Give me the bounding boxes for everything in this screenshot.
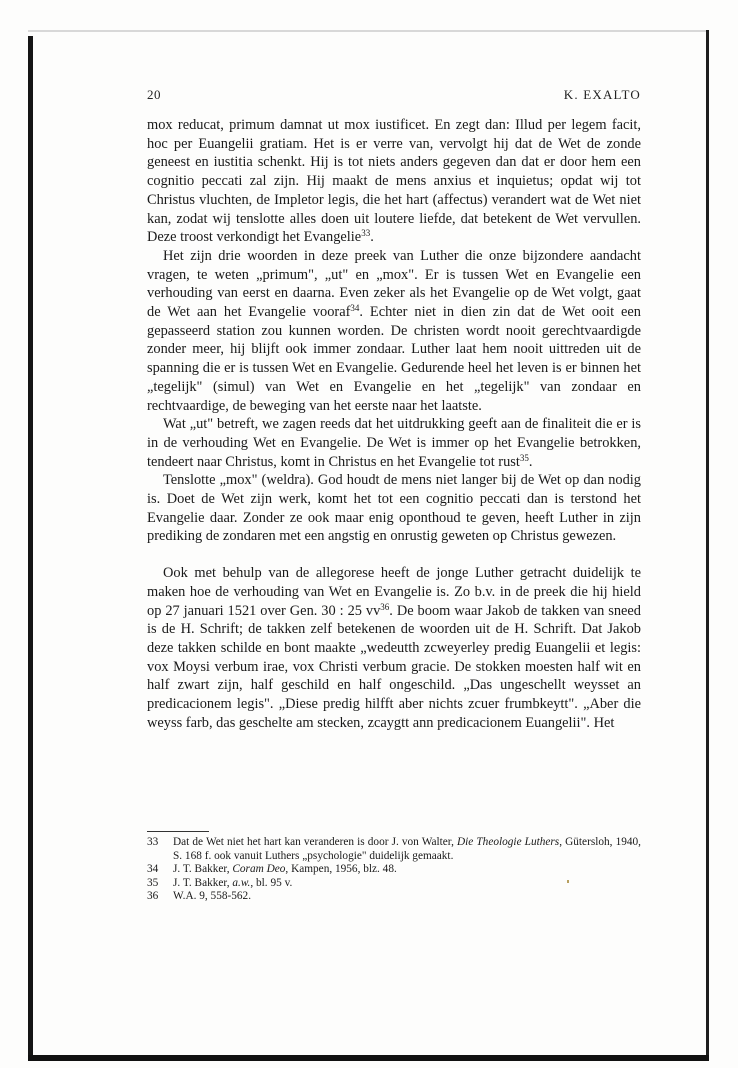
footnote-ref: 34 bbox=[350, 303, 360, 314]
page-number: 20 bbox=[147, 87, 161, 102]
footnote-title: a.w. bbox=[232, 876, 251, 889]
scan-border-right bbox=[706, 30, 709, 1060]
footnote-text: Dat de Wet niet het hart kan veranderen is door J. von Walter, bbox=[173, 836, 457, 848]
footnote bbox=[147, 863, 641, 877]
paragraph bbox=[147, 564, 641, 732]
footnote bbox=[147, 836, 641, 863]
running-head bbox=[147, 87, 641, 107]
footnote bbox=[147, 890, 641, 904]
paragraph bbox=[147, 415, 641, 471]
footnote-ref: 36 bbox=[380, 601, 390, 612]
paragraph-text: Tenslotte „mox" (weldra). God houdt de mens niet langer bij de Wet op dan nodig is. Doet de Wet zijn werk, komt het tot een cognitio peccati dan is terstond het Evangelie daar. Zonder ze ook maar enig oponthoud te geven, heeft Luther in zijn prediking de zondaren met een angstig en onrustig geweten op Christus gewezen. bbox=[147, 472, 641, 545]
footnote-divider bbox=[147, 831, 209, 832]
paragraph-text: . bbox=[370, 229, 374, 246]
paragraph-text: Ook met behulp van de allegorese heeft de jonge Luther getracht duidelijk te maken hoe de verhouding van Wet en Evangelie is. Zo b.v. in de preek die hij hield op 27 januari 1521 over Gen. 30 : 25 vv bbox=[147, 565, 641, 619]
footnote-number: 35 bbox=[147, 876, 159, 889]
scan-border-left bbox=[28, 36, 33, 1060]
footnote bbox=[147, 877, 641, 891]
footnote-text: J. T. Bakker, bbox=[173, 876, 233, 889]
paragraph bbox=[147, 471, 641, 546]
footnote-ref: 33 bbox=[361, 228, 371, 239]
footnote-number: 34 bbox=[147, 863, 159, 876]
footnote-text: , Gütersloh, 1940, S. 168 f. ook vanuit Luthers „psychologie" duidelijk gemaakt. bbox=[173, 836, 641, 862]
paragraph-text: Wat „ut" betreft, we zagen reeds dat het uitdrukking geeft aan de finaliteit die er is in de verhouding Wet en Evangelie. De Wet is immer op het Evangelie betrokken, tendeert naar Christus, komt in Christus en het Evangelie tot rust bbox=[147, 416, 641, 470]
footnote-text: , Kampen, 1956, blz. 48. bbox=[285, 863, 397, 876]
paragraph-text: Het zijn drie woorden in deze preek van Luther die onze bijzondere aandacht vragen, te weten „primum", „ut" en „mox". Er is tussen Wet en Evangelie een verhouding van eerst en daarna. Even zeker als het Evangelie op de Wet volgt, gaat de Wet aan het Evangelie vooraf bbox=[147, 247, 641, 321]
footnote-text: , bl. 95 v. bbox=[250, 876, 293, 889]
paragraph-text: . De boom waar Jakob de takken van sneed is de H. Schrift; de takken zelf betekenen de woorden uit de H. Schrift. Dat Jakob deze takken schilde en bont maakte „wedeutth zcweyerley predig Euangelii et legis: vox Moysi verbum irae, vox Christi verbum gracie. De stokken moesten half wit en half zwart zijn, half geschild en half ongeschild. „Das ungeschellt weysset an predicacionem legis". „Diese predig hilfft aber nichts zcuer frumbkeytt". „Aber die weyss farb, das geschelte am stecken, zcaygtt ann predicacionem Euangelii". Het bbox=[147, 602, 641, 731]
footnote-title: Coram Deo bbox=[232, 863, 286, 876]
footnote-text: W.A. 9, 558-562. bbox=[173, 890, 252, 903]
footnote-title: Die Theologie Luthers bbox=[457, 836, 560, 848]
paragraph-text: mox reducat, primum damnat ut mox iustificet. En zegt dan: Illud per legem facit, hoc per Euangelii gratiam. Het is er verre van, vervolgt hij dat de Wet de zonde geneest en iustitia schenkt. Hij is tot niets anders gegeven dan dat er door hem een cognitio peccati zal zijn. Hij maakt de mens anxius et inquietus; opdat wij tot Christus vluchten, de Impletor legis, die het hart (affectus) verandert wat de Wet niet kan, zodat wij tenslotte alles doen uit loutere liefde, dat betekent de Wet vervullen. Deze troost verkondigt het Evangelie bbox=[147, 117, 641, 246]
footnote-number: 36 bbox=[147, 890, 159, 903]
paragraph bbox=[147, 247, 641, 415]
footnote-ref: 35 bbox=[519, 452, 529, 463]
footnote-text: J. T. Bakker, bbox=[173, 863, 233, 876]
footnotes bbox=[147, 836, 641, 904]
scan-speck bbox=[567, 880, 569, 883]
paragraph-text: . Echter niet in dien zin dat de Wet ooit een gepasseerd station zou kunnen worden. De christen wordt nooit gerechtvaardigde zonder meer, hij blijft ook immer zondaar. Luther laat hem nooit uittreden uit de spanning die er is tussen Wet en Evangelie. Gedurende heel het leven is er binnen het „tegelijk" (simul) van Wet en Evangelie en het „tegelijk" van zondaar en rechtvaardige, de beweging van het eerste naar het laatste. bbox=[147, 304, 641, 414]
scan-border-bottom bbox=[28, 1055, 709, 1061]
paragraph-text: . bbox=[528, 453, 533, 470]
scan-border-top bbox=[28, 30, 709, 32]
footnote-number: 33 bbox=[147, 836, 159, 848]
body-text bbox=[147, 116, 641, 733]
paragraph bbox=[147, 116, 641, 247]
running-title: K. EXALTO bbox=[563, 87, 641, 102]
